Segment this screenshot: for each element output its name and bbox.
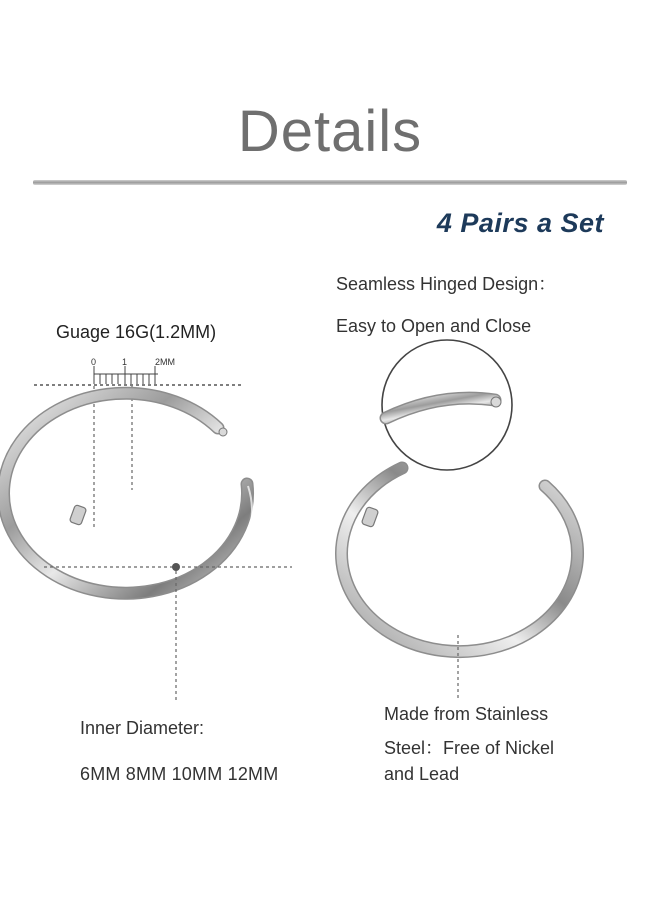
gauge-ruler <box>34 357 244 530</box>
left-ring <box>4 393 292 700</box>
page-title: Details <box>237 99 423 164</box>
material-note-line2: Steel：Free of Nickel <box>384 738 555 758</box>
gauge-label: Guage 16G(1.2MM) <box>56 322 217 342</box>
inner-diameter-sizes: 6MM 8MM 10MM 12MM <box>80 764 279 784</box>
material-note-line1: Made from Stainless <box>384 704 549 724</box>
ruler-tick-0: 0 <box>91 357 97 367</box>
material-note-line3: and Lead <box>384 764 460 784</box>
set-label: 4 Pairs a Set <box>436 208 604 238</box>
hinge-note-line1: Seamless Hinged Design： <box>336 274 557 294</box>
ruler-tick-1: 1 <box>122 357 128 367</box>
inner-diameter-label: Inner Diameter: <box>80 718 205 738</box>
hinge-note-line2: Easy to Open and Close <box>336 316 532 336</box>
ruler-tick-2: 2MM <box>155 357 175 367</box>
right-ring <box>342 340 578 700</box>
